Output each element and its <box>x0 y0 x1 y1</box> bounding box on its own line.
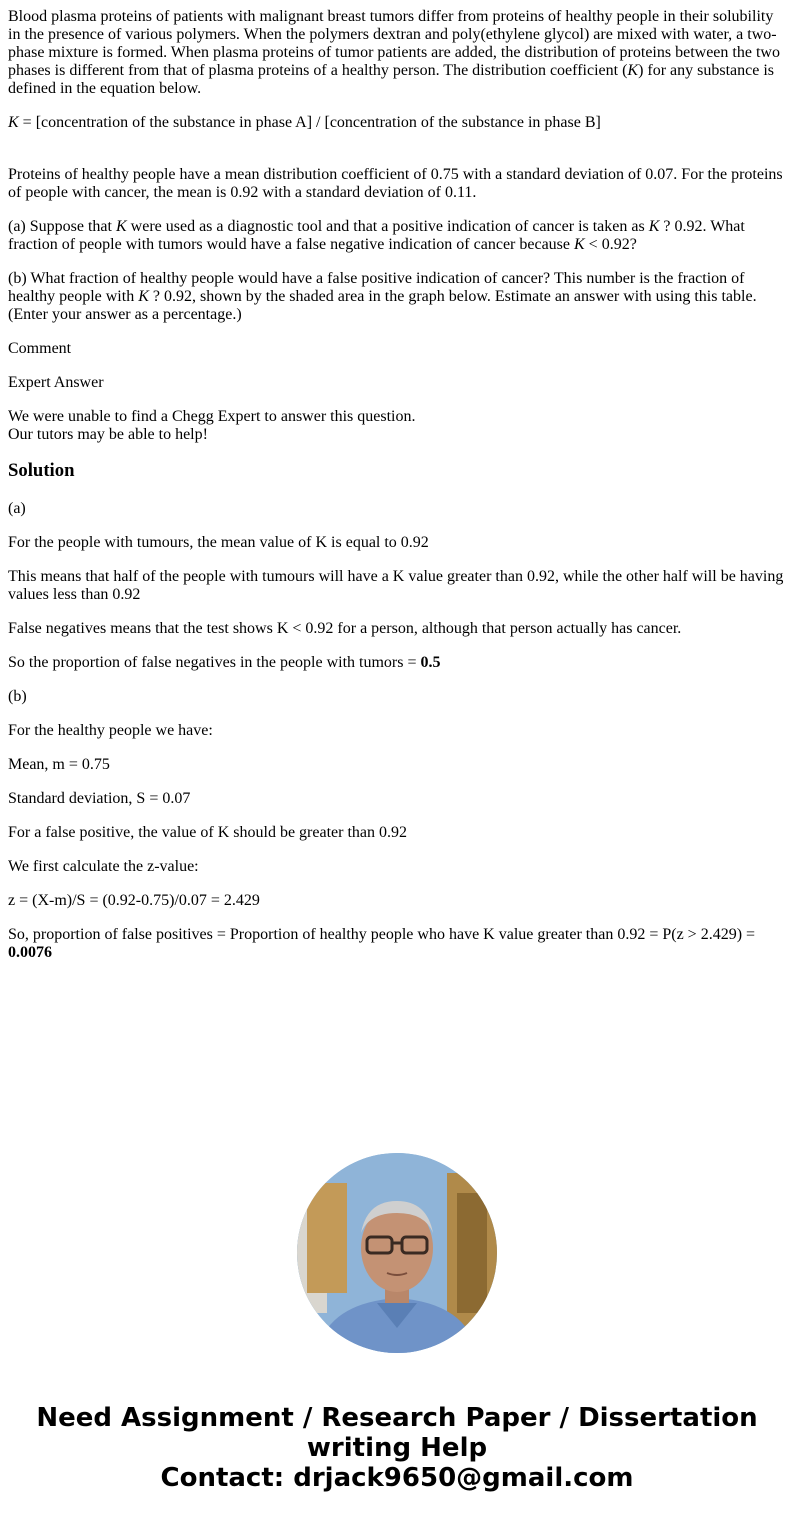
solution-b-label: (b) <box>8 688 27 705</box>
solution-a-label: (a) <box>8 500 26 517</box>
solution-b-answer-line: So, proportion of false positives = Proportion of healthy people who have K value greater than 0.92 = P(z > 2.429) = 0.0076 <box>8 926 756 961</box>
question-intro: Blood plasma proteins of patients with malignant breast tumors differ from proteins of healthy people in their solubility in the presence of various polymers. When the polymers dextran and poly(ethylene glycol) are mixed with water, a two-phase mixture is formed. When plasma proteins of tumor patients are added, the distribution of proteins between the two phases is different from that of plasma proteins of a healthy person. The distribution coefficient (K) for any substance is defined in the equation below. <box>8 8 780 97</box>
solution-a-line: False negatives means that the test shows K < 0.92 for a person, although that person actually has cancer. <box>8 620 682 637</box>
solution-b-line: z = (X-m)/S = (0.92-0.75)/0.07 = 2.429 <box>8 892 260 909</box>
solution-b-line: Standard deviation, S = 0.07 <box>8 790 191 807</box>
solution-b-line: For the healthy people we have: <box>8 722 213 739</box>
answer-b: 0.0076 <box>8 944 52 961</box>
question-part-a: (a) Suppose that K were used as a diagnostic tool and that a positive indication of cancer is taken as K ? 0.92. What fraction of people with tumors would have a false negative indication of cancer because K < 0.92? <box>8 218 745 253</box>
solution-b-line: We first calculate the z-value: <box>8 858 199 875</box>
document-body <box>8 8 786 978</box>
avatar <box>297 1153 497 1353</box>
question-stats: Proteins of healthy people have a mean distribution coefficient of 0.75 with a standard deviation of 0.07. For the proteins of people with cancer, the mean is 0.92 with a standard deviation of 0.11. <box>8 166 783 201</box>
banner-contact: Contact: drjack9650@gmail.com <box>160 1463 634 1493</box>
solution-a-answer-line: So the proportion of false negatives in the people with tumors = 0.5 <box>8 654 441 671</box>
solution-b-line: Mean, m = 0.75 <box>8 756 110 773</box>
expert-message: We were unable to find a Chegg Expert to answer this question. Our tutors may be able to help! <box>8 408 416 443</box>
question-part-b: (b) What fraction of healthy people would have a false positive indication of cancer? This number is the fraction of healthy people with K ? 0.92, shown by the shaded area in the graph below. Estimate an answer with using this table. (Enter your answer as a percentage.) <box>8 270 757 323</box>
spacer <box>8 148 786 166</box>
solution-heading: Solution <box>8 460 75 481</box>
expert-answer-label: Expert Answer <box>8 374 104 391</box>
banner-line: Need Assignment / Research Paper / Dissertation writing Help <box>36 1403 758 1463</box>
contact-banner <box>0 1403 794 1493</box>
solution-b-line: For a false positive, the value of K should be greater than 0.92 <box>8 824 407 841</box>
solution-a-line: This means that half of the people with tumours will have a K value greater than 0.92, while the other half will be having values less than 0.92 <box>8 568 784 603</box>
avatar-photo-icon <box>297 1153 497 1353</box>
solution-a-line: For the people with tumours, the mean value of K is equal to 0.92 <box>8 534 429 551</box>
equation: K = [concentration of the substance in phase A] / [concentration of the substance in phase B] <box>8 114 601 131</box>
comment-label: Comment <box>8 340 72 357</box>
answer-a: 0.5 <box>420 654 441 671</box>
